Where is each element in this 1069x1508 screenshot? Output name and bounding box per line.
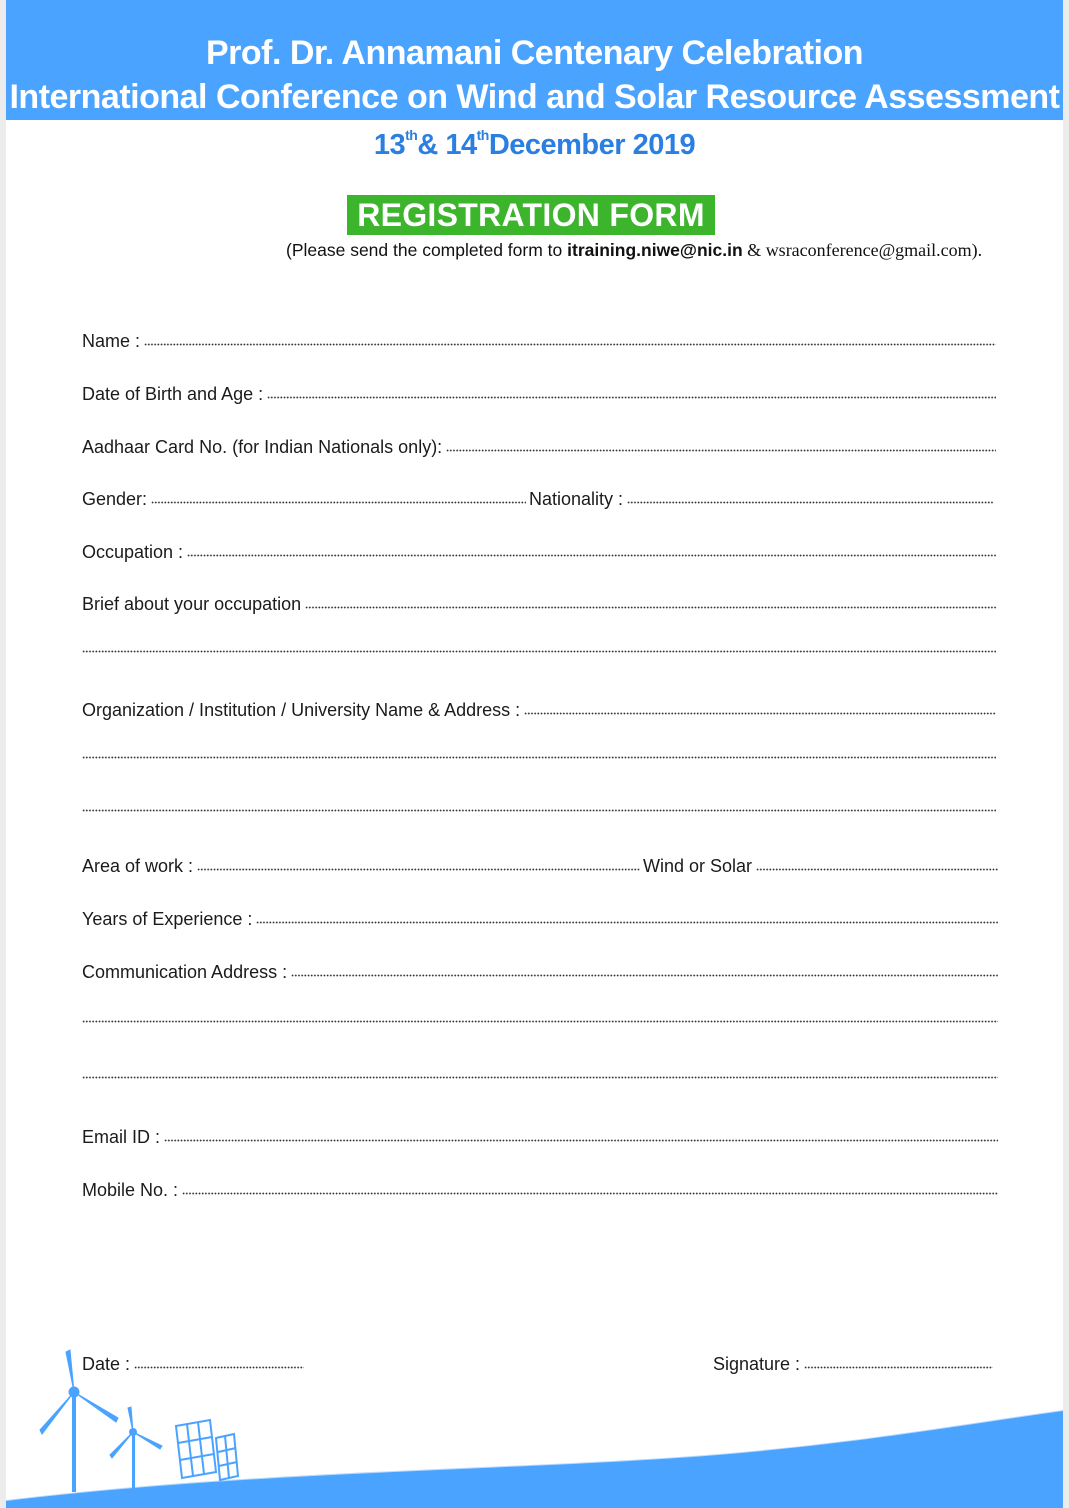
signature-label: Signature : — [713, 1354, 801, 1374]
comm-address-label: Communication Address : — [82, 962, 288, 982]
gender-label: Gender: — [82, 489, 148, 509]
email-link-2[interactable]: wsraconference@gmail.com — [765, 240, 972, 260]
footer-wave — [6, 1410, 1063, 1508]
date-amp: & — [417, 129, 446, 161]
date-day1: 13 — [373, 129, 406, 161]
aadhaar-label: Aadhaar Card No. (for Indian Nationals only): — [82, 437, 443, 457]
dob-label: Date of Birth and Age : — [82, 384, 264, 404]
name-label: Name : — [82, 331, 141, 351]
organization-label: Organization / Institution / University Name & Address : — [82, 700, 521, 720]
solar-panel-icon — [176, 1420, 238, 1480]
date-day1-suffix: th — [405, 127, 418, 143]
area-of-work-label: Area of work : — [82, 856, 194, 876]
footer-graphic — [6, 0, 1063, 1508]
email-label: Email ID : — [82, 1127, 161, 1147]
nationality-label: Nationality : — [529, 489, 624, 509]
note-mid: & — [742, 240, 766, 260]
small-wind-turbine-icon — [110, 1407, 162, 1492]
form-title: REGISTRATION FORM — [347, 195, 715, 235]
date-day2: 14 — [445, 129, 477, 161]
date-label: Date : — [82, 1354, 131, 1374]
note-prefix: (Please send the completed form to — [286, 240, 568, 260]
wind-or-solar-label: Wind or Solar — [643, 856, 753, 876]
title-line-2: International Conference on Wind and Solar Resource Assessment — [9, 78, 1060, 116]
email-link-1[interactable]: itraining.niwe@nic.in — [567, 240, 743, 260]
occupation-label: Occupation : — [82, 542, 184, 562]
date-day2-suffix: th — [476, 127, 489, 143]
title-line-1: Prof. Dr. Annamani Centenary Celebration — [206, 34, 863, 72]
brief-occupation-label: Brief about your occupation — [82, 594, 302, 614]
date-month-year: December 2019 — [488, 129, 696, 161]
mobile-label: Mobile No. : — [82, 1180, 179, 1200]
wind-turbine-icon — [40, 1350, 118, 1492]
experience-label: Years of Experience : — [82, 909, 253, 929]
registration-form-page — [6, 0, 1063, 1508]
note-suffix: ). — [971, 240, 983, 260]
